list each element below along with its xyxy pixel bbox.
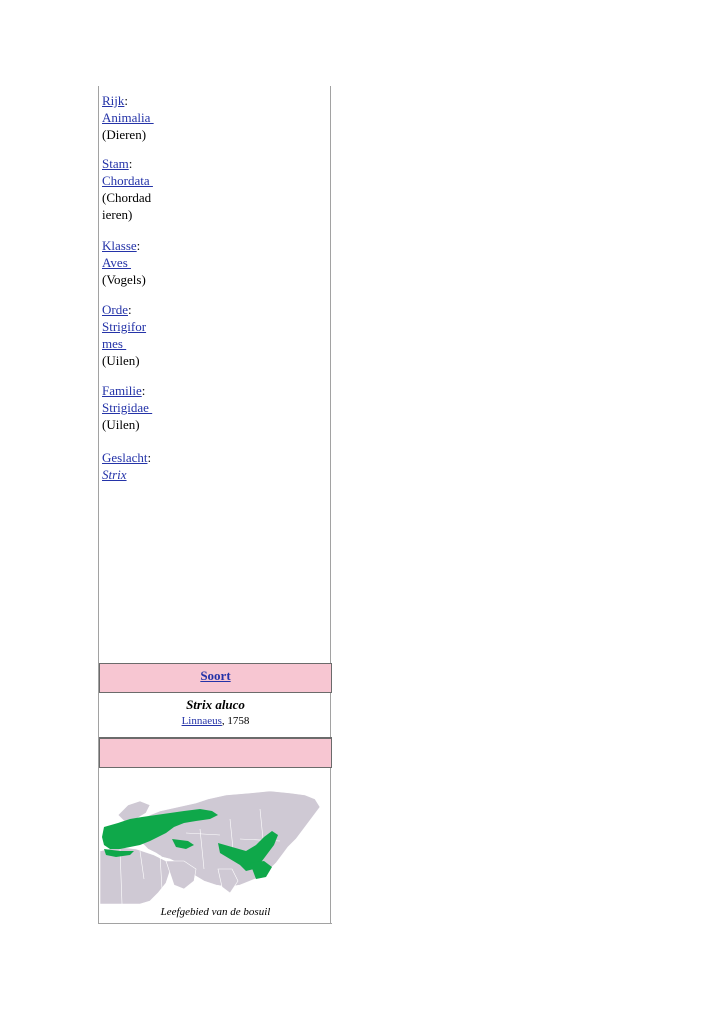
rank-link-familie[interactable]: Familie (102, 383, 142, 398)
map-caption: Leefgebied van de bosuil (160, 906, 271, 918)
taxon-link-strigiformes[interactable]: Strigifor (102, 319, 147, 334)
rank-link-rijk[interactable]: Rijk (102, 93, 125, 108)
rank-link-stam[interactable]: Stam (102, 156, 129, 171)
taxon-link-chordata[interactable]: Chordata (102, 173, 153, 188)
colon: : (141, 383, 146, 398)
rank-link-klasse[interactable]: Klasse (102, 238, 137, 253)
common-name-cont: ieren) (102, 207, 133, 222)
author-year: , 1758 (221, 715, 250, 727)
taxon-rijk (102, 92, 172, 143)
colon: : (124, 93, 129, 108)
taxon-orde (102, 301, 172, 369)
species-name: Strix aluco (186, 697, 245, 712)
land-masses (100, 791, 320, 904)
soort-link[interactable]: Soort (200, 668, 231, 683)
soort-header (99, 663, 332, 693)
taxon-link-aves[interactable]: Aves (102, 255, 132, 270)
taxon-geslacht (102, 449, 172, 483)
taxon-link-strigiformes-cont[interactable]: mes (102, 336, 127, 351)
colon: : (128, 156, 133, 171)
taxon-klasse (102, 237, 172, 288)
rank-link-orde[interactable]: Orde (102, 302, 128, 317)
image-header-bar (99, 738, 332, 768)
common-name: (Chordad (102, 190, 152, 205)
species-block (99, 693, 332, 738)
taxobox-bottom-border (99, 923, 332, 924)
common-name: (Vogels) (102, 272, 146, 287)
taxon-stam (102, 155, 172, 223)
taxon-link-strigidae[interactable]: Strigidae (102, 400, 153, 415)
taxobox (98, 86, 331, 924)
taxon-link-animalia[interactable]: Animalia (102, 110, 154, 125)
distribution-map (100, 789, 322, 904)
taxon-link-strix[interactable]: Strix (102, 467, 127, 482)
common-name: (Dieren) (102, 127, 147, 142)
species-authority (99, 713, 332, 729)
colon: : (128, 302, 132, 317)
rank-link-geslacht[interactable]: Geslacht (102, 450, 148, 465)
colon: : (136, 238, 141, 253)
colon: : (147, 450, 152, 465)
taxon-familie (102, 382, 172, 433)
common-name: (Uilen) (102, 353, 140, 368)
common-name: (Uilen) (102, 417, 140, 432)
author-link[interactable]: Linnaeus (181, 715, 222, 727)
